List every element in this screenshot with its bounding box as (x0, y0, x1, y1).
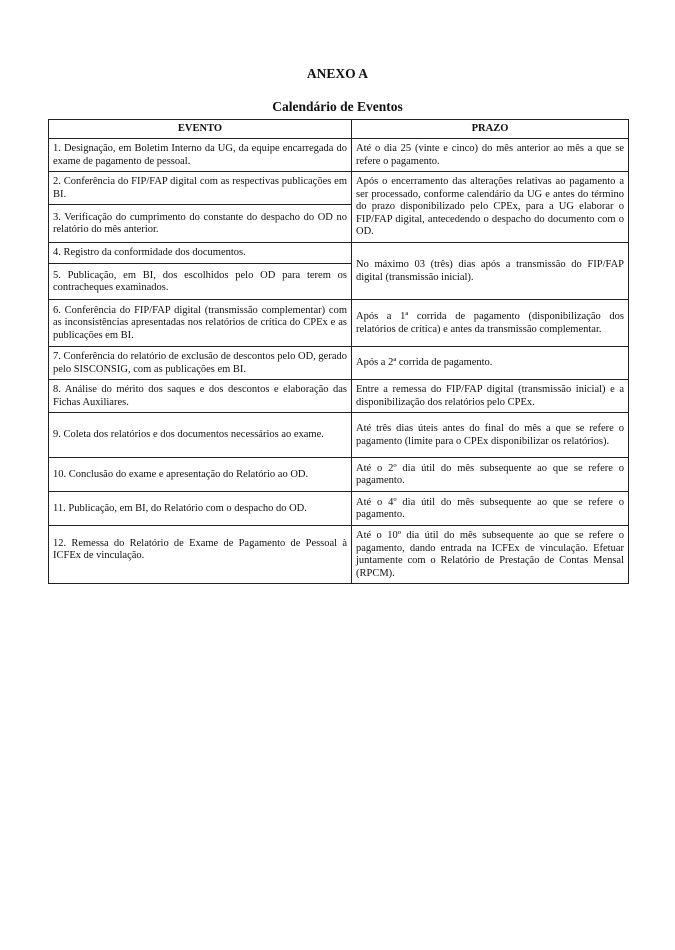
event-cell: 4. Registro da conformidade dos documentos. (49, 243, 352, 264)
deadline-cell: Até o 4º dia útil do mês subsequente ao que se refere o pagamento. (352, 492, 629, 526)
table-row (49, 526, 629, 584)
table-row (49, 243, 629, 264)
event-cell: 12. Remessa do Relatório de Exame de Pagamento de Pessoal à ICFEx de vinculação. (49, 526, 352, 584)
table-row (49, 347, 629, 380)
table-title: Calendário de Eventos (272, 99, 403, 114)
event-cell: 11. Publicação, em BI, do Relatório com o despacho do OD. (49, 492, 352, 526)
event-cell: 7. Conferência do relatório de exclusão de descontos pelo OD, gerado pelo SISCONSIG, com as publicações em BI. (49, 347, 352, 380)
table-row (49, 458, 629, 492)
event-cell: 8. Análise do mérito dos saques e dos descontos e elaboração das Fichas Auxiliares. (49, 380, 352, 413)
deadline-cell: Após a 2ª corrida de pagamento. (352, 347, 629, 380)
deadline-cell: Entre a remessa do FIP/FAP digital (transmissão inicial) e a disponibilização dos relatórios pelo CPEx. (352, 380, 629, 413)
deadline-cell: Até o 2º dia útil do mês subsequente ao que se refere o pagamento. (352, 458, 629, 492)
event-cell: 9. Coleta dos relatórios e dos documentos necessários ao exame. (49, 413, 352, 458)
events-calendar-table (48, 119, 629, 584)
event-cell: 6. Conferência do FIP/FAP digital (transmissão complementar) com as inconsistências apresentadas nos relatórios de crítica do CPEx e as publicações em BI. (49, 300, 352, 347)
deadline-cell: Até o dia 25 (vinte e cinco) do mês anterior ao mês a que se refere o pagamento. (352, 139, 629, 172)
event-cell: 1. Designação, em Boletim Interno da UG, da equipe encarregada do exame de pagamento de pessoal. (49, 139, 352, 172)
deadline-cell: Após o encerramento das alterações relativas ao pagamento a ser processado, conforme calendário da UG e antes do término do prazo disponibilizado pelo CPEx, para a UG elaborar o FIP/FAP digital, antecedendo o despacho do documento com o OD. (352, 172, 629, 243)
deadline-cell: No máximo 03 (três) dias após a transmissão do FIP/FAP digital (transmissão inicial). (352, 243, 629, 300)
table-row (49, 172, 629, 205)
table-row (49, 139, 629, 172)
table-row (49, 413, 629, 458)
annex-title: ANEXO A (306, 66, 369, 81)
table-row (49, 380, 629, 413)
deadline-cell: Após a 1ª corrida de pagamento (disponibilização dos relatórios de crítica) e antes da transmissão complementar. (352, 300, 629, 347)
table-header-row (49, 120, 629, 139)
table-row (49, 300, 629, 347)
event-cell: 2. Conferência do FIP/FAP digital com as respectivas publicações em BI. (49, 172, 352, 205)
header-evento: EVENTO (49, 120, 352, 139)
event-cell: 10. Conclusão do exame e apresentação do Relatório ao OD. (49, 458, 352, 492)
table-row (49, 492, 629, 526)
event-cell: 3. Verificação do cumprimento do constante do despacho do OD no relatório do mês anterior. (49, 205, 352, 243)
deadline-cell: Até o 10º dia útil do mês subsequente ao que se refere o pagamento, dando entrada na ICFEx de vinculação. Efetuar juntamente com o Relatório de Prestação de Contas Mensal (RPCM). (352, 526, 629, 584)
header-prazo: PRAZO (352, 120, 629, 139)
deadline-cell: Até três dias úteis antes do final do mês a que se refere o pagamento (limite para o CPEx disponibilizar os relatórios). (352, 413, 629, 458)
event-cell: 5. Publicação, em BI, dos escolhidos pelo OD para terem os contracheques examinados. (49, 264, 352, 300)
